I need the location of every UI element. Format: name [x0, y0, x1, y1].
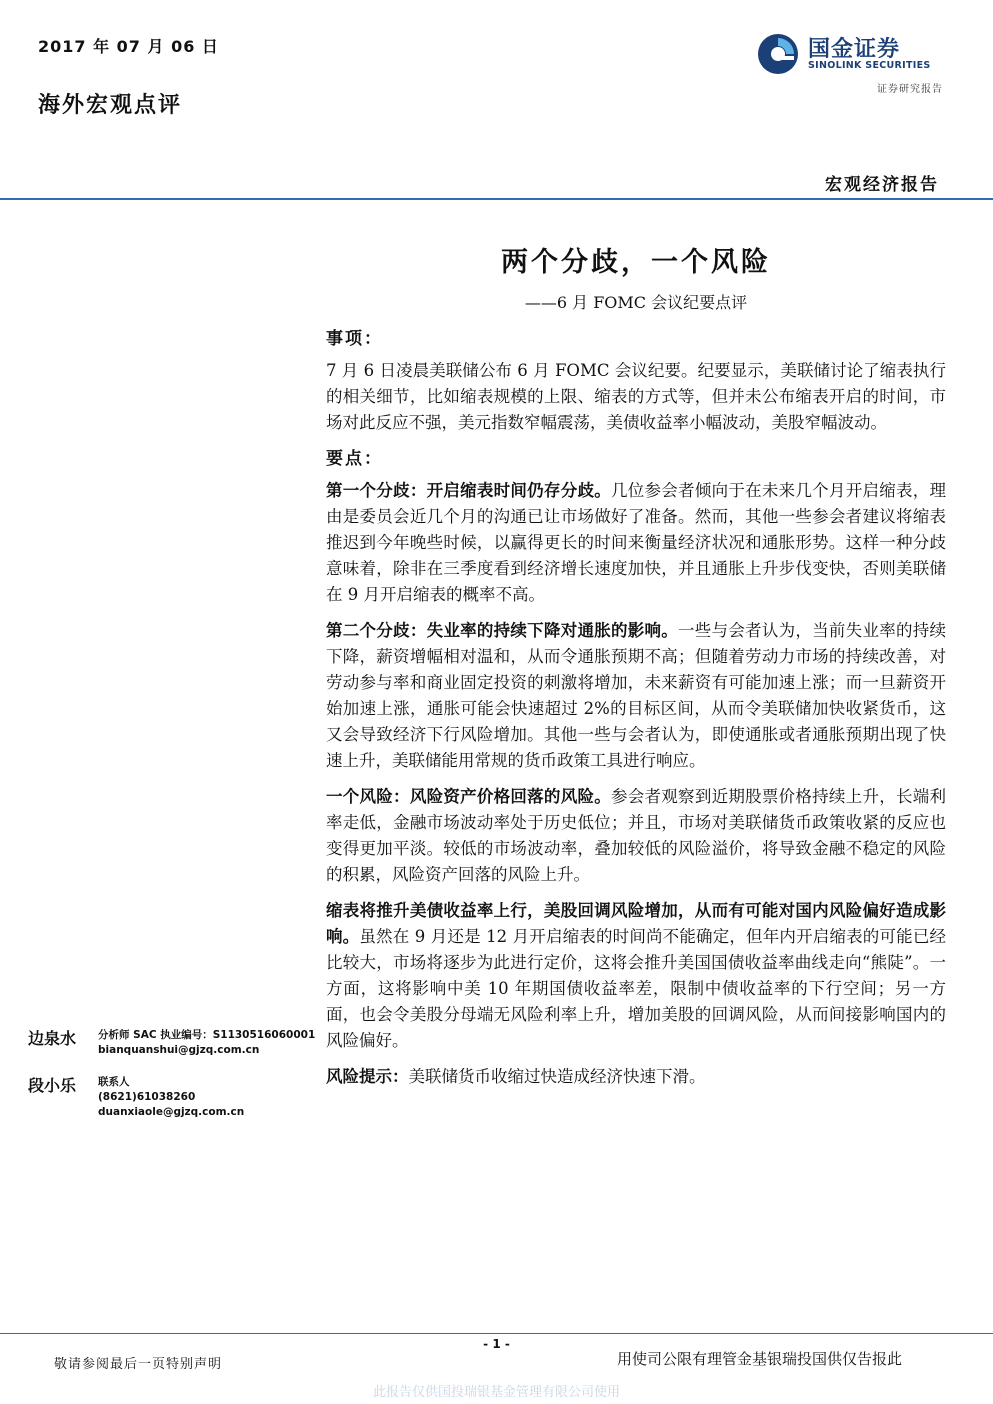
report-body — [326, 326, 946, 1100]
header-divider — [0, 198, 993, 200]
point-3-lead: 一个风险：风险资产价格回落的风险。 — [326, 787, 611, 806]
points-heading: 要点： — [326, 449, 383, 469]
point-1-lead: 第一个分歧：开启缩表时间仍存分歧。 — [326, 481, 611, 500]
report-date: 2017 年 07 月 06 日 — [38, 37, 219, 56]
author-name: 边泉水 — [28, 1029, 77, 1048]
report-series: 海外宏观点评 — [38, 92, 183, 118]
point-paragraph-3 — [326, 784, 946, 888]
point-paragraph-2 — [326, 618, 946, 774]
author-info — [98, 1028, 315, 1058]
research-report-tag: 证券研究报告 — [877, 84, 943, 95]
risk-lead: 风险提示： — [326, 1067, 409, 1086]
author-email[interactable]: bianquanshui@gjzq.com.cn — [98, 1044, 260, 1056]
footer-divider — [0, 1333, 993, 1334]
page-subtitle: ——6 月 FOMC 会议纪要点评 — [524, 293, 748, 312]
point-1-text: 几位参会者倾向于在未来几个月开启缩表，理由是委员会近几个月的沟通已让市场做好了准备。然而，其他一些参会者建议将缩表推迟到今年晚些时候，以赢得更长的时间来衡量经济状况和通胀形势。这样一种分歧意味着，除非在三季度看到经济增长速度加快，并且通胀上升步伐变快，否则美联储在 9 月开启缩表的概率不高。 — [326, 481, 947, 604]
report-type: 宏观经济报告 — [825, 175, 939, 195]
point-2-text: 一些与会者认为，当前失业率的持续下降，薪资增幅相对温和，从而令通胀预期不高；但随着劳动力市场的持续改善，对劳动参与率和商业固定投资的刺激将增加，未来薪资有可能加速上涨；而一旦薪资开始加速上涨，通胀可能会快速超过 2%的目标区间，从而令美联储加快收紧货币，这又会导致经济下行风险增加。其他一些与会者认为，即使通胀或者通胀预期出现了快速上升，美联储能用常规的货币政策工具进行响应。 — [326, 621, 947, 770]
event-heading: 事项： — [326, 329, 383, 349]
page-number: - 1 - — [483, 1337, 510, 1351]
author-title: 联系人 — [98, 1076, 130, 1088]
risk-text: 美联储货币收缩过快造成经济快速下滑。 — [408, 1067, 706, 1086]
watermark-text: 此报告仅供国投瑞银基金管理有限公司使用 — [372, 1385, 620, 1400]
logo-icon — [756, 32, 800, 76]
disclaimer-note: 敬请参阅最后一页特别声明 — [54, 1357, 223, 1372]
page-title: 两个分歧，一个风险 — [501, 247, 771, 278]
author-email[interactable]: duanxiaole@gjzq.com.cn — [98, 1106, 245, 1118]
author-title: 分析师 SAC 执业编号：S1130516060001 — [98, 1029, 316, 1041]
point-4-lead: 缩表将推升美债收益率上行，美股回调风险增加，从而有可能对国内风险偏好造成影响。 — [326, 901, 946, 946]
company-logo — [756, 30, 946, 78]
point-paragraph-1 — [326, 478, 946, 608]
author-name: 段小乐 — [28, 1076, 77, 1095]
footer-note: 用使司公限有理管金基银瑞投国供仅告报此 — [617, 1350, 903, 1368]
point-4-text: 虽然在 9 月还是 12 月开启缩表的时间尚不能确定，但年内开启缩表的可能已经比较大，市场将逐步为此进行定价，这将会推升美国国债收益率曲线走向“熊陡”。一方面，这将影响中美 10 年期国债收益率差，限制中债收益率的下行空间；另一方面，也会令美股分母端无风险利率上升，增加美股的回调风险，从而间接影响国内的风险偏好。 — [326, 927, 946, 1050]
author-info — [98, 1075, 244, 1120]
author-phone: (8621)61038260 — [98, 1091, 196, 1103]
logo-chinese-name: 国金证券 — [808, 37, 901, 62]
point-2-lead: 第二个分歧：失业率的持续下降对通胀的影响。 — [326, 621, 679, 640]
point-paragraph-4 — [326, 898, 946, 1054]
risk-paragraph — [326, 1064, 946, 1090]
point-3-text: 参会者观察到近期股票价格持续上升，长端利率走低，金融市场波动率处于历史低位；并且，市场对美联储货币政策收紧的反应也变得更加平淡。较低的市场波动率，叠加较低的风险溢价，将导致金融不稳定的风险的积累，风险资产回落的风险上升。 — [326, 787, 947, 884]
logo-english-name: SINOLINK SECURITIES — [808, 60, 931, 71]
event-paragraph: 7 月 6 日凌晨美联储公布 6 月 FOMC 会议纪要。纪要显示，美联储讨论了缩表执行的相关细节，比如缩表规模的上限、缩表的方式等，但并未公布缩表开启的时间，市场对此反应不强，美元指数窄幅震荡，美债收益率小幅波动，美股窄幅波动。 — [326, 361, 946, 432]
